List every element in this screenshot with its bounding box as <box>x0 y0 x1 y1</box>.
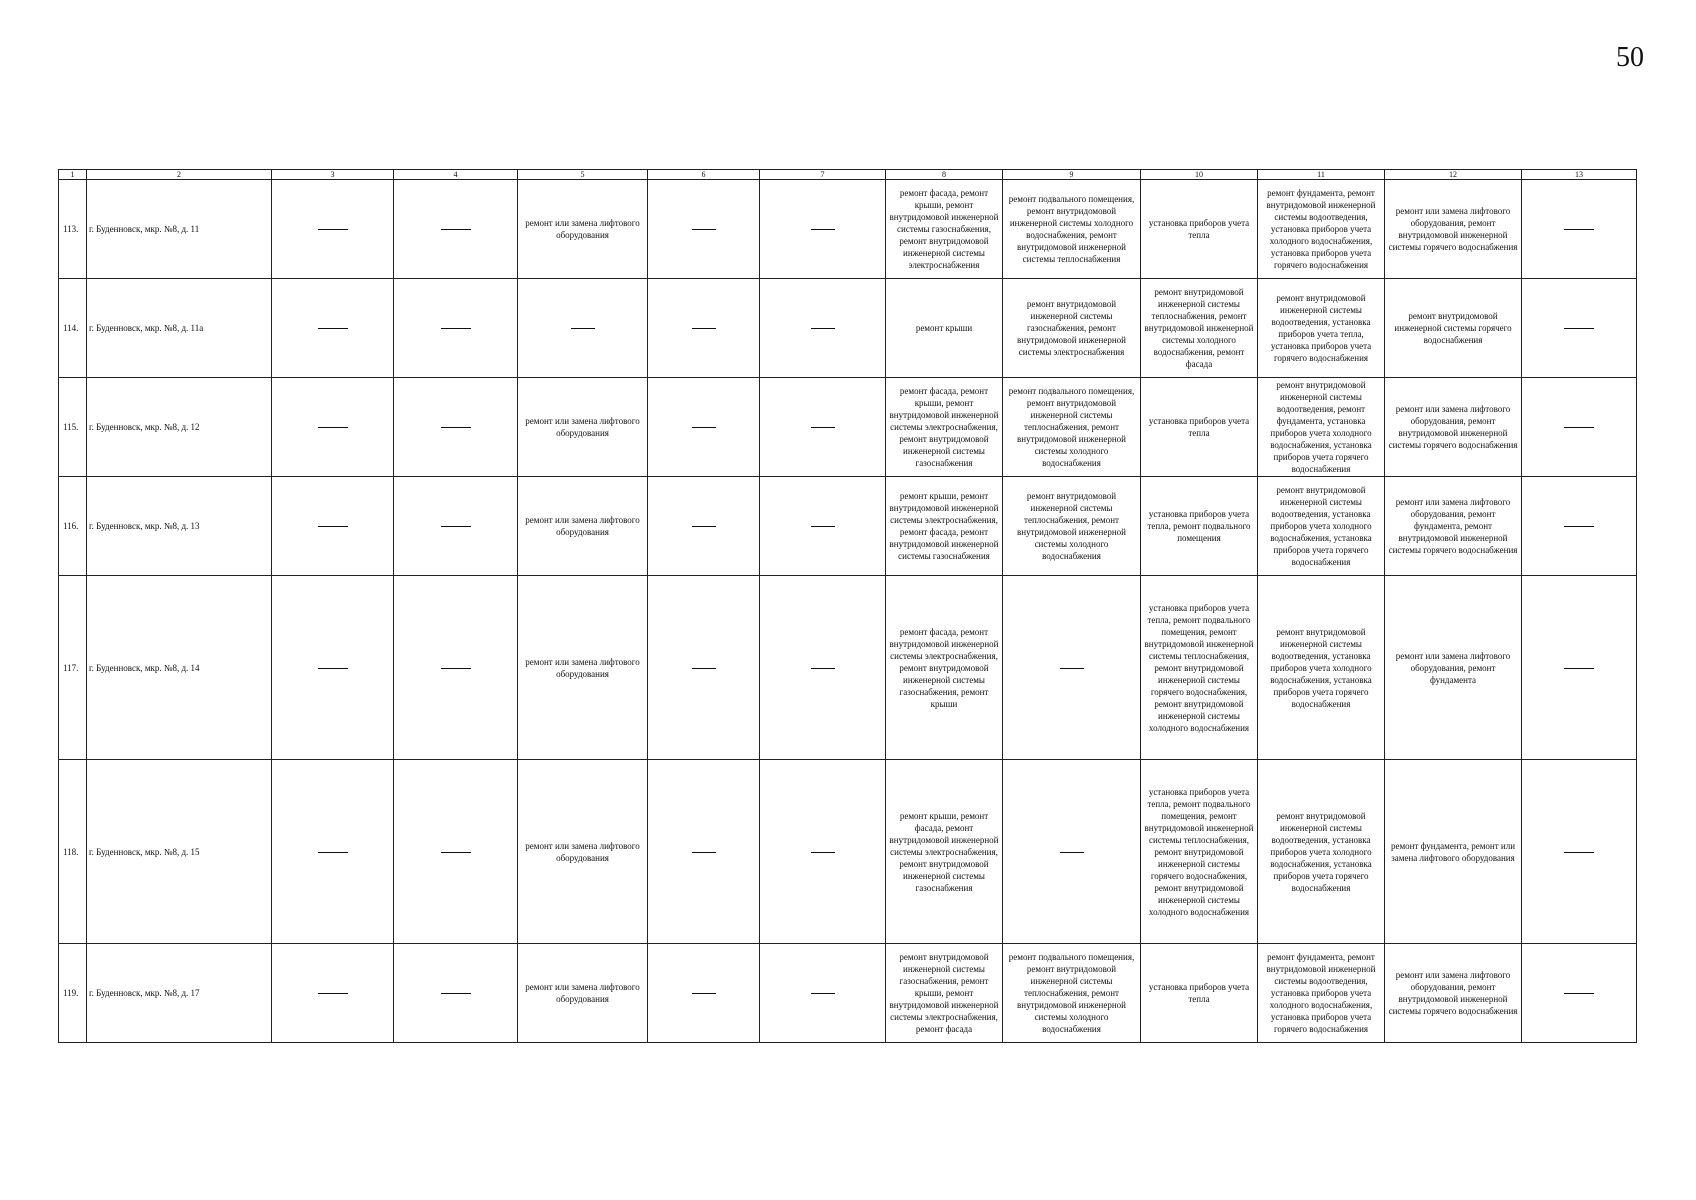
column-header: 8 <box>886 170 1003 180</box>
dash-mark <box>1564 328 1594 329</box>
cell-c6 <box>648 944 760 1043</box>
dash-mark <box>441 852 471 853</box>
dash-mark <box>692 427 716 428</box>
dash-mark <box>811 993 835 994</box>
dash-mark <box>811 328 835 329</box>
cell-c7 <box>760 576 886 760</box>
dash-mark <box>318 852 348 853</box>
cell-c12: ремонт или замена лифтового оборудования, ремонт фундамента <box>1385 576 1522 760</box>
cell-c9: ремонт подвального помещения, ремонт внутридомовой инженерной системы теплоснабжения, ремонт внутридомовой инженерной системы холодного водоснабжения <box>1003 944 1141 1043</box>
cell-c5 <box>518 279 648 378</box>
row-number: 115. <box>59 378 87 477</box>
address-cell: г. Буденновск, мкр. №8, д. 11а <box>87 279 272 378</box>
cell-c13 <box>1522 944 1637 1043</box>
dash-mark <box>1564 526 1594 527</box>
cell-c3 <box>272 576 394 760</box>
dash-mark <box>692 668 716 669</box>
cell-c11: ремонт фундамента, ремонт внутридомовой инженерной системы водоотведения, установка приборов учета холодного водоснабжения, установка приборов учета горячего водоснабжения <box>1258 180 1385 279</box>
cell-c4 <box>394 279 518 378</box>
column-header: 5 <box>518 170 648 180</box>
cell-c6 <box>648 760 760 944</box>
table-row <box>59 279 1637 378</box>
dash-mark <box>1564 229 1594 230</box>
cell-c13 <box>1522 378 1637 477</box>
column-number-row <box>59 170 1637 180</box>
address-cell: г. Буденновск, мкр. №8, д. 14 <box>87 576 272 760</box>
dash-mark <box>811 668 835 669</box>
dash-mark <box>692 852 716 853</box>
cell-c13 <box>1522 760 1637 944</box>
column-header: 7 <box>760 170 886 180</box>
cell-c5: ремонт или замена лифтового оборудования <box>518 378 648 477</box>
row-number: 114. <box>59 279 87 378</box>
cell-c7 <box>760 279 886 378</box>
cell-c7 <box>760 378 886 477</box>
dash-mark <box>1564 427 1594 428</box>
cell-c3 <box>272 180 394 279</box>
row-number: 113. <box>59 180 87 279</box>
cell-c10: установка приборов учета тепла <box>1141 180 1258 279</box>
cell-c6 <box>648 477 760 576</box>
dash-mark <box>441 427 471 428</box>
cell-c8: ремонт внутридомовой инженерной системы газоснабжения, ремонт крыши, ремонт внутридомовой инженерной системы электроснабжения, ремонт фасада <box>886 944 1003 1043</box>
cell-c5: ремонт или замена лифтового оборудования <box>518 576 648 760</box>
dash-mark <box>318 229 348 230</box>
cell-c12: ремонт или замена лифтового оборудования, ремонт внутридомовой инженерной системы горячего водоснабжения <box>1385 180 1522 279</box>
column-header: 11 <box>1258 170 1385 180</box>
cell-c6 <box>648 180 760 279</box>
dash-mark <box>318 993 348 994</box>
cell-c7 <box>760 477 886 576</box>
column-header: 12 <box>1385 170 1522 180</box>
cell-c8: ремонт фасада, ремонт крыши, ремонт внутридомовой инженерной системы электроснабжения, ремонт внутридомовой инженерной системы газоснабжения <box>886 378 1003 477</box>
dash-mark <box>318 668 348 669</box>
column-header: 13 <box>1522 170 1637 180</box>
row-number: 117. <box>59 576 87 760</box>
cell-c3 <box>272 279 394 378</box>
cell-c11: ремонт внутридомовой инженерной системы водоотведения, установка приборов учета холодного водоснабжения, установка приборов учета горячего водоснабжения <box>1258 576 1385 760</box>
row-number: 118. <box>59 760 87 944</box>
cell-c12: ремонт или замена лифтового оборудования, ремонт фундамента, ремонт внутридомовой инженерной системы горячего водоснабжения <box>1385 477 1522 576</box>
table-row <box>59 944 1637 1043</box>
cell-c11: ремонт внутридомовой инженерной системы водоотведения, установка приборов учета тепла, установка приборов учета горячего водоснабжения <box>1258 279 1385 378</box>
address-cell: г. Буденновск, мкр. №8, д. 11 <box>87 180 272 279</box>
cell-c9: ремонт подвального помещения, ремонт внутридомовой инженерной системы холодного водоснабжения, ремонт внутридомовой инженерной системы теплоснабжения <box>1003 180 1141 279</box>
cell-c9 <box>1003 760 1141 944</box>
cell-c10: установка приборов учета тепла, ремонт подвального помещения, ремонт внутридомовой инженерной системы теплоснабжения, ремонт внутридомовой инженерной системы горячего водоснабжения, ремонт внутридомовой инженерной системы холодного водоснабжения <box>1141 576 1258 760</box>
cell-c6 <box>648 378 760 477</box>
dash-mark <box>1564 668 1594 669</box>
cell-c10: установка приборов учета тепла <box>1141 378 1258 477</box>
cell-c12: ремонт фундамента, ремонт или замена лифтового оборудования <box>1385 760 1522 944</box>
dash-mark <box>1564 993 1594 994</box>
cell-c8: ремонт крыши, ремонт внутридомовой инженерной системы электроснабжения, ремонт фасада, ремонт внутридомовой инженерной системы газоснабжения <box>886 477 1003 576</box>
column-header: 4 <box>394 170 518 180</box>
dash-mark <box>441 668 471 669</box>
cell-c4 <box>394 477 518 576</box>
cell-c10: ремонт внутридомовой инженерной системы теплоснабжения, ремонт внутридомовой инженерной системы холодного водоснабжения, ремонт фасада <box>1141 279 1258 378</box>
cell-c7 <box>760 180 886 279</box>
dash-mark <box>318 526 348 527</box>
cell-c3 <box>272 944 394 1043</box>
column-header: 3 <box>272 170 394 180</box>
cell-c13 <box>1522 477 1637 576</box>
table-row <box>59 760 1637 944</box>
cell-c9: ремонт внутридомовой инженерной системы газоснабжения, ремонт внутридомовой инженерной системы электроснабжения <box>1003 279 1141 378</box>
dash-mark <box>441 526 471 527</box>
repair-plan-table <box>58 169 1637 1043</box>
address-cell: г. Буденновск, мкр. №8, д. 15 <box>87 760 272 944</box>
cell-c7 <box>760 944 886 1043</box>
table-row <box>59 477 1637 576</box>
cell-c8: ремонт фасада, ремонт крыши, ремонт внутридомовой инженерной системы газоснабжения, ремонт внутридомовой инженерной системы электроснабжения <box>886 180 1003 279</box>
cell-c8: ремонт крыши, ремонт фасада, ремонт внутридомовой инженерной системы электроснабжения, ремонт внутридомовой инженерной системы газоснабжения <box>886 760 1003 944</box>
table-body <box>59 180 1637 1043</box>
cell-c8: ремонт фасада, ремонт внутридомовой инженерной системы электроснабжения, ремонт внутридомовой инженерной системы газоснабжения, ремонт крыши <box>886 576 1003 760</box>
column-header: 9 <box>1003 170 1141 180</box>
column-header: 2 <box>87 170 272 180</box>
dash-mark <box>571 328 595 329</box>
cell-c10: установка приборов учета тепла, ремонт подвального помещения <box>1141 477 1258 576</box>
row-number: 116. <box>59 477 87 576</box>
cell-c4 <box>394 378 518 477</box>
page-number: 50 <box>1616 42 1644 73</box>
cell-c9 <box>1003 576 1141 760</box>
cell-c13 <box>1522 180 1637 279</box>
cell-c9: ремонт внутридомовой инженерной системы теплоснабжения, ремонт внутридомовой инженерной системы холодного водоснабжения <box>1003 477 1141 576</box>
cell-c4 <box>394 576 518 760</box>
dash-mark <box>1564 852 1594 853</box>
dash-mark <box>441 229 471 230</box>
cell-c12: ремонт или замена лифтового оборудования, ремонт внутридомовой инженерной системы горячего водоснабжения <box>1385 378 1522 477</box>
dash-mark <box>441 328 471 329</box>
table-row <box>59 180 1637 279</box>
column-header: 1 <box>59 170 87 180</box>
cell-c5: ремонт или замена лифтового оборудования <box>518 760 648 944</box>
column-header: 10 <box>1141 170 1258 180</box>
cell-c13 <box>1522 279 1637 378</box>
cell-c9: ремонт подвального помещения, ремонт внутридомовой инженерной системы теплоснабжения, ремонт внутридомовой инженерной системы холодного водоснабжения <box>1003 378 1141 477</box>
dash-mark <box>811 229 835 230</box>
address-cell: г. Буденновск, мкр. №8, д. 17 <box>87 944 272 1043</box>
dash-mark <box>1060 852 1084 853</box>
cell-c3 <box>272 378 394 477</box>
dash-mark <box>692 526 716 527</box>
address-cell: г. Буденновск, мкр. №8, д. 12 <box>87 378 272 477</box>
dash-mark <box>692 229 716 230</box>
cell-c4 <box>394 760 518 944</box>
dash-mark <box>318 328 348 329</box>
dash-mark <box>692 328 716 329</box>
cell-c10: установка приборов учета тепла, ремонт подвального помещения, ремонт внутридомовой инженерной системы теплоснабжения, ремонт внутридомовой инженерной системы горячего водоснабжения, ремонт внутридомовой инженерной системы холодного водоснабжения <box>1141 760 1258 944</box>
address-cell: г. Буденновск, мкр. №8, д. 13 <box>87 477 272 576</box>
cell-c10: установка приборов учета тепла <box>1141 944 1258 1043</box>
cell-c12: ремонт или замена лифтового оборудования, ремонт внутридомовой инженерной системы горячего водоснабжения <box>1385 944 1522 1043</box>
cell-c5: ремонт или замена лифтового оборудования <box>518 180 648 279</box>
cell-c11: ремонт внутридомовой инженерной системы водоотведения, установка приборов учета холодного водоснабжения, установка приборов учета горячего водоснабжения <box>1258 760 1385 944</box>
dash-mark <box>1060 668 1084 669</box>
table-row <box>59 378 1637 477</box>
cell-c11: ремонт внутридомовой инженерной системы водоотведения, ремонт фундамента, установка приборов учета холодного водоснабжения, установка приборов учета горячего водоснабжения <box>1258 378 1385 477</box>
cell-c5: ремонт или замена лифтового оборудования <box>518 944 648 1043</box>
cell-c3 <box>272 760 394 944</box>
cell-c5: ремонт или замена лифтового оборудования <box>518 477 648 576</box>
dash-mark <box>318 427 348 428</box>
dash-mark <box>811 427 835 428</box>
cell-c8: ремонт крыши <box>886 279 1003 378</box>
dash-mark <box>441 993 471 994</box>
dash-mark <box>692 993 716 994</box>
column-header: 6 <box>648 170 760 180</box>
cell-c12: ремонт внутридомовой инженерной системы горячего водоснабжения <box>1385 279 1522 378</box>
cell-c6 <box>648 576 760 760</box>
table-row <box>59 576 1637 760</box>
dash-mark <box>811 526 835 527</box>
cell-c4 <box>394 944 518 1043</box>
cell-c11: ремонт внутридомовой инженерной системы водоотведения, установка приборов учета холодного водоснабжения, установка приборов учета горячего водоснабжения <box>1258 477 1385 576</box>
cell-c3 <box>272 477 394 576</box>
cell-c4 <box>394 180 518 279</box>
dash-mark <box>811 852 835 853</box>
cell-c6 <box>648 279 760 378</box>
cell-c11: ремонт фундамента, ремонт внутридомовой инженерной системы водоотведения, установка приборов учета холодного водоснабжения, установка приборов учета горячего водоснабжения <box>1258 944 1385 1043</box>
cell-c13 <box>1522 576 1637 760</box>
row-number: 119. <box>59 944 87 1043</box>
cell-c7 <box>760 760 886 944</box>
